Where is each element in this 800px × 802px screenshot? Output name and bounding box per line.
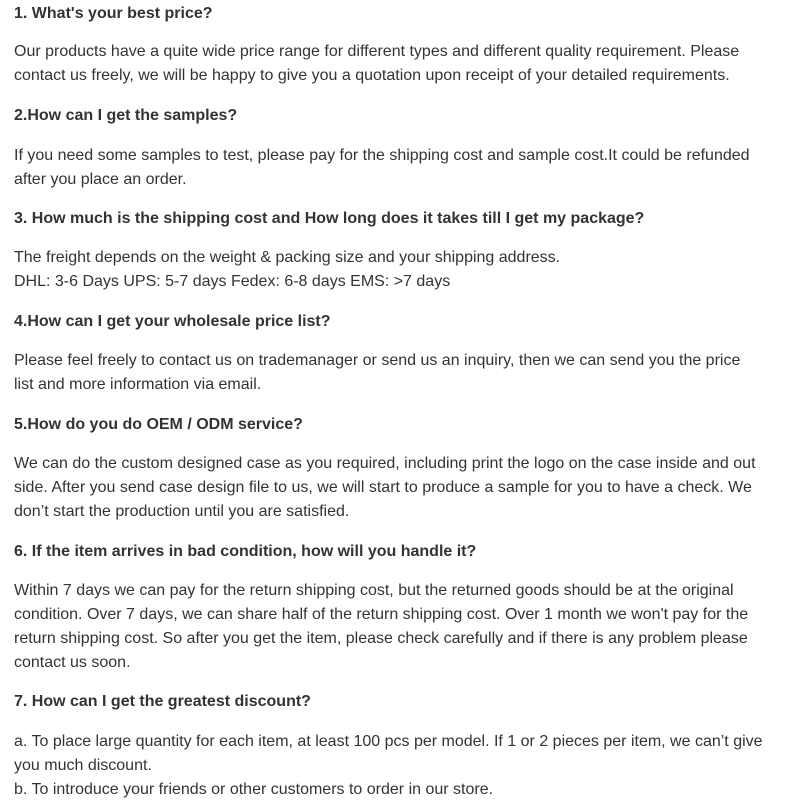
answer-line: don’t start the production until you are satisfied. (14, 503, 350, 520)
answer-line: We can do the custom designed case as you required, including print the logo on the case inside and out (14, 455, 756, 472)
answer-line: contact us soon. (14, 654, 131, 671)
answer-line: return shipping cost. So after you get the item, please check carefully and if there is any problem please (14, 630, 748, 647)
answer-line: If you need some samples to test, please pay for the shipping cost and sample cost.It could be refunded (14, 147, 750, 164)
answer-line: condition. Over 7 days, we can share half of the return shipping cost. Over 1 month we won't pay for the (14, 606, 749, 623)
faq-question-6: 6. If the item arrives in bad condition, how will you handle it? (14, 543, 477, 560)
answer-line: side. After you send case design file to us, we will start to produce a sample for you to have a check. We (14, 479, 752, 496)
answer-line: after you place an order. (14, 171, 187, 188)
answer-line: Our products have a quite wide price range for different types and different quality requirement. Please (14, 43, 740, 60)
answer-line: The freight depends on the weight & packing size and your shipping address. (14, 249, 561, 266)
faq-answer-3 (14, 246, 774, 294)
faq-answer-7 (14, 730, 774, 802)
answer-line: list and more information via email. (14, 376, 262, 393)
faq-question-1: 1. What's your best price? (14, 5, 213, 22)
answer-line: DHL: 3-6 Days UPS: 5-7 days Fedex: 6-8 days EMS: >7 days (14, 273, 451, 290)
faq-answer-5 (14, 452, 774, 524)
answer-line: b. To introduce your friends or other customers to order in our store. (14, 781, 494, 798)
faq-answer-1 (14, 40, 774, 88)
answer-line: a. To place large quantity for each item, at least 100 pcs per model. If 1 or 2 pieces per item, we can’t give (14, 733, 763, 750)
faq-question-2: 2.How can I get the samples? (14, 107, 238, 124)
answer-line: Within 7 days we can pay for the return shipping cost, but the returned goods should be at the original (14, 582, 734, 599)
answer-line: Please feel freely to contact us on trademanager or send us an inquiry, then we can send you the price (14, 352, 741, 369)
faq-answer-2 (14, 144, 774, 192)
answer-line: contact us freely, we will be happy to give you a quotation upon receipt of your detailed requirements. (14, 67, 730, 84)
faq-question-5: 5.How do you do OEM / ODM service? (14, 416, 303, 433)
faq-question-7: 7. How can I get the greatest discount? (14, 693, 311, 710)
answer-line: you much discount. (14, 757, 152, 774)
faq-answer-6 (14, 579, 774, 675)
faq-answer-4 (14, 349, 774, 397)
faq-question-3: 3. How much is the shipping cost and How long does it takes till I get my package? (14, 210, 645, 227)
faq-question-4: 4.How can I get your wholesale price list? (14, 313, 331, 330)
